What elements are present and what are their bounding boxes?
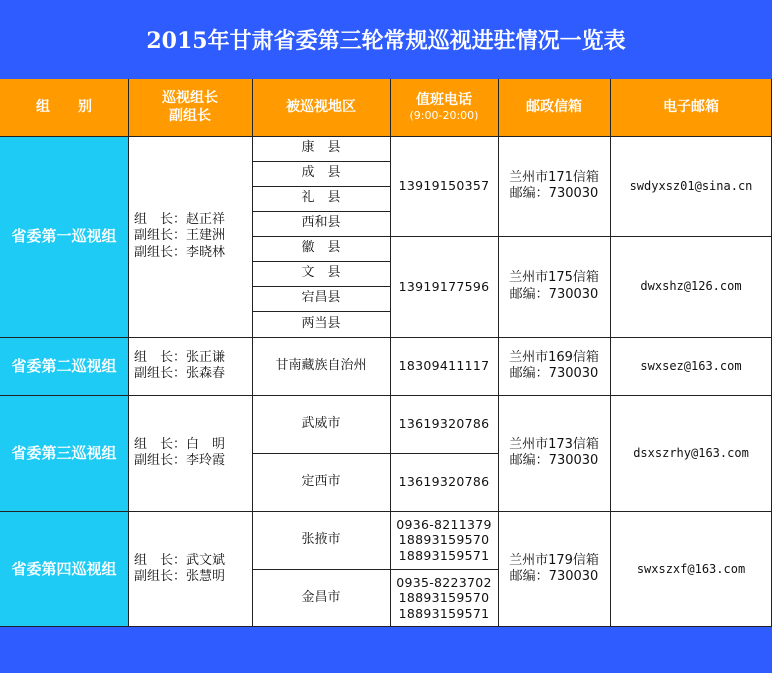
group-2-email: swxsez@163.com	[640, 358, 742, 373]
grid-line	[128, 79, 129, 627]
region-cell: 礼 县	[301, 190, 341, 206]
postal-code: 邮编：730030	[509, 366, 599, 381]
group-2-name: 省委第二巡视组	[0, 337, 128, 395]
postal-code: 邮编：730030	[509, 286, 599, 302]
grid-line	[390, 79, 391, 627]
group-1-leaders	[128, 136, 252, 337]
header-phone-label: 值班电话	[416, 91, 472, 108]
header-leader	[128, 79, 252, 136]
group-4-phones-a	[390, 511, 498, 569]
header-email: 电子邮箱	[610, 79, 772, 136]
page-title: 2015年甘肃省委第三轮常规巡视进驻情况一览表	[0, 0, 772, 79]
region-cell: 成 县	[301, 165, 341, 181]
group-2-postal	[498, 337, 610, 395]
group-2-region: 甘南藏族自治州	[275, 357, 367, 373]
region-cell: 康 县	[301, 140, 341, 156]
phone-number: 0936-8211379	[396, 516, 492, 532]
group-1-phone-a	[390, 136, 498, 236]
grid-line	[0, 511, 772, 512]
grid-line	[252, 569, 498, 570]
group-1-postal-a	[498, 136, 610, 236]
phone-number: 18893159570	[398, 590, 490, 606]
group-1-deputy-1: 副组长：王建洲	[134, 228, 226, 244]
header-group: 组 别	[0, 79, 128, 136]
header-postal: 邮政信箱	[498, 79, 610, 136]
group-4-leaders	[128, 511, 252, 627]
phone-number: 13619320786	[398, 416, 490, 432]
region-cell: 西和县	[301, 215, 341, 231]
group-4-email: swxszxf@163.com	[636, 561, 746, 576]
grid-line	[252, 311, 390, 312]
phone-number: 18309411117	[398, 358, 490, 374]
phone-number: 13919177596	[398, 278, 490, 294]
group-3-leader: 组 长：白 明	[134, 436, 226, 452]
group-3-region-a: 武威市	[301, 415, 341, 431]
group-3-name: 省委第三巡视组	[0, 395, 128, 511]
region-cell: 徽 县	[301, 240, 341, 256]
grid-line	[252, 261, 390, 262]
header-phone	[390, 79, 498, 136]
phone-number: 13919150357	[398, 178, 490, 194]
group-4-postal	[498, 511, 610, 627]
group-2-leader: 组 长：张正谦	[134, 349, 226, 365]
phone-number: 18893159571	[398, 605, 490, 621]
group-1-email-b: dwxshz@126.com	[640, 279, 742, 293]
grid-line	[498, 79, 499, 627]
group-1-phone-b	[390, 236, 498, 337]
group-4-name: 省委第四巡视组	[0, 511, 128, 627]
group-3-region-b: 定西市	[301, 473, 341, 489]
group-1-postal-b	[498, 236, 610, 337]
region-cell: 文 县	[301, 265, 341, 281]
group-2-deputy: 副组长：张森春	[134, 366, 226, 381]
header-leader-line1: 巡视组长	[162, 90, 218, 106]
group-3-deputy: 副组长：李玲霞	[134, 453, 226, 468]
postal-box: 兰州市179信箱	[509, 552, 599, 568]
grid-line	[252, 236, 772, 237]
grid-line	[0, 395, 772, 396]
header-leader-line2: 副组长	[169, 107, 211, 124]
group-3-email: dsxszrhy@163.com	[633, 445, 749, 460]
region-cell: 两当县	[301, 315, 341, 331]
group-3-postal	[498, 395, 610, 511]
group-2-leaders	[128, 337, 252, 395]
grid-line	[252, 453, 498, 454]
phone-number: 18893159571	[398, 547, 490, 563]
header-phone-hours: (9:00-20:00)	[409, 109, 479, 123]
postal-code: 邮编：730030	[509, 453, 599, 468]
grid-line	[0, 337, 772, 338]
phone-number: 13619320786	[398, 474, 490, 490]
region-cell: 宕昌县	[301, 290, 341, 306]
group-3-phone-a	[390, 395, 498, 453]
group-4-leader: 组 长：武文斌	[134, 552, 226, 568]
grid-line	[610, 79, 611, 627]
postal-code: 邮编：730030	[509, 569, 599, 584]
footer-bar	[0, 627, 772, 673]
grid-line	[252, 161, 390, 162]
grid-line	[252, 211, 390, 212]
phone-number: 18893159570	[398, 532, 490, 548]
group-3-phone-b	[390, 453, 498, 511]
postal-box: 兰州市171信箱	[509, 169, 599, 185]
postal-box: 兰州市173信箱	[509, 436, 599, 452]
group-1-leader: 组 长：赵正祥	[134, 212, 226, 228]
postal-box: 兰州市175信箱	[509, 270, 599, 286]
group-1-email-a: swdyxsz01@sina.cn	[629, 178, 753, 193]
group-3-leaders	[128, 395, 252, 511]
postal-code: 邮编：730030	[509, 186, 599, 201]
phone-number: 0935-8223702	[396, 574, 492, 590]
group-1-name: 省委第一巡视组	[0, 136, 128, 337]
grid-line	[252, 186, 390, 187]
group-4-region-a: 张掖市	[301, 531, 341, 547]
header-region: 被巡视地区	[252, 79, 390, 136]
group-2-phone	[390, 337, 498, 395]
grid-line	[0, 136, 772, 137]
group-4-deputy: 副组长：张慧明	[134, 569, 226, 584]
postal-box: 兰州市169信箱	[509, 349, 599, 365]
group-4-phones-b	[390, 569, 498, 627]
group-4-region-b: 金昌市	[301, 589, 341, 605]
group-1-deputy-2: 副组长：李晓林	[134, 244, 226, 260]
grid-line	[252, 286, 390, 287]
